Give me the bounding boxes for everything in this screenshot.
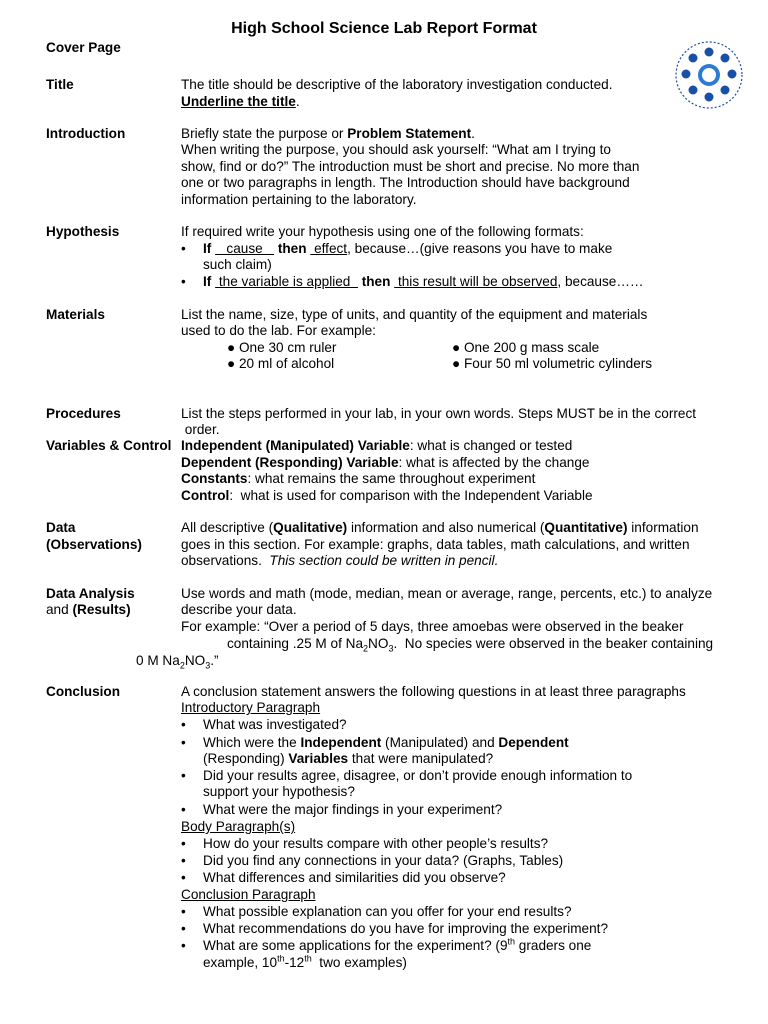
material-item: ● 20 ml of alcohol	[227, 356, 335, 371]
cover-page-label: Cover Page	[46, 40, 121, 55]
body-paragraph-heading: Body Paragraph(s)	[181, 819, 296, 834]
variable-row	[181, 438, 572, 455]
analysis-line-1: Use words and math (mode, median, mean or average, range, percents, etc.) to analyze	[181, 586, 713, 601]
data-text: information and also numerical (	[347, 520, 545, 535]
section-label-hypothesis: Hypothesis	[46, 224, 120, 239]
question-text: two examples)	[311, 955, 407, 970]
analysis-text: containing .25 M of Na	[227, 636, 364, 651]
variable-term: Constants	[181, 471, 248, 486]
intro-line-5: information pertaining to the laboratory.	[181, 192, 417, 207]
variable-row	[181, 471, 535, 488]
if-text: If	[203, 241, 212, 256]
question-text: that were manipulated?	[348, 751, 494, 766]
material-item: ● One 200 g mass scale	[452, 340, 600, 355]
cause-text: cause	[215, 241, 275, 256]
effect-text: effect	[310, 241, 348, 256]
data-text: observations.	[181, 553, 270, 568]
question-text: What possible explanation can you offer for your end results?	[203, 904, 572, 919]
variable-row	[181, 455, 589, 472]
intro-period: .	[471, 126, 475, 141]
title-period: .	[295, 94, 300, 109]
section-label-procedures: Procedures	[46, 406, 121, 421]
analysis-text: 0 M Na	[136, 653, 180, 668]
conclusion-question: • What recommendations do you have for improving the experiment?	[181, 921, 608, 936]
conclusion-question-cont	[203, 751, 493, 768]
section-label-conclusion: Conclusion	[46, 684, 121, 699]
result-observed-text: this result will be observed	[394, 274, 558, 289]
conclusion-question-cont: support your hypothesis?	[203, 784, 355, 799]
variable-term: Independent (Manipulated) Variable	[181, 438, 410, 453]
question-text: (Manipulated) and	[381, 735, 499, 750]
conclusion-question: • What was investigated?	[181, 717, 347, 732]
intro-line-3: show, find or do?” The introduction must be short and precise. No more than	[181, 159, 640, 174]
hypothesis-bullet-2: • If the variable is applied then this result will be observed, because……	[181, 274, 644, 289]
materials-line-1: List the name, size, type of units, and quantity of the equipment and materials	[181, 307, 648, 322]
procedures-line-2: order.	[181, 422, 220, 437]
analysis-text: NO	[184, 653, 206, 668]
intro-text: Briefly state the purpose or	[181, 126, 348, 141]
superscript: th	[277, 953, 285, 964]
materials-line-2: used to do the lab. For example:	[181, 323, 376, 338]
question-text: example, 10	[203, 955, 278, 970]
analysis-text: . No species were observed in the beaker containing	[393, 636, 714, 651]
variable-def: : what is affected by the change	[398, 455, 590, 470]
variable-applied-text: the variable is applied	[215, 274, 358, 289]
question-text: Did you find any connections in your data? (Graphs, Tables)	[203, 853, 564, 868]
variable-def: : what is used for comparison with the Independent Variable	[229, 488, 593, 503]
section-label-analysis: Data Analysis	[46, 586, 135, 601]
underline-title-text: Underline the title	[181, 94, 296, 109]
then-text: then	[361, 274, 391, 289]
subscript: 3	[205, 660, 211, 671]
title-desc-2	[181, 94, 300, 111]
question-text: What recommendations do you have for improving the experiment?	[203, 921, 608, 936]
question-text: What were the major findings in your experiment?	[203, 802, 503, 817]
data-line-2: goes in this section. For example: graphs, data tables, math calculations, and written	[181, 537, 690, 552]
subscript: 2	[179, 660, 185, 671]
variable-term: Dependent (Responding) Variable	[181, 455, 399, 470]
data-text: information	[627, 520, 699, 535]
data-line-3	[181, 553, 498, 570]
analysis-text: NO	[368, 636, 389, 651]
conclusion-question: • Did your results agree, disagree, or don’t provide enough information to	[181, 768, 633, 783]
variable-row	[181, 488, 593, 505]
question-text: What differences and similarities did you observe?	[203, 870, 506, 885]
section-label-materials: Materials	[46, 307, 105, 322]
question-text: (Responding)	[203, 751, 289, 766]
intro-line-1	[181, 126, 475, 143]
question-text: graders one	[515, 938, 592, 953]
variable-def: : what remains the same throughout experiment	[247, 471, 536, 486]
conclusion-question: • What are some applications for the experiment? (9th graders one	[181, 936, 592, 953]
pencil-note: This section could be written in pencil.	[269, 553, 499, 568]
conclusion-question: • Did you find any connections in your data? (Graphs, Tables)	[181, 853, 564, 868]
question-text: Which were the	[203, 735, 301, 750]
question-text: How do your results compare with other people’s results?	[203, 836, 549, 851]
hypothesis-bullet-1: • If cause then effect, because…(give reasons you have to make	[181, 241, 613, 256]
hypothesis-bullet-1-cont: such claim)	[203, 257, 272, 272]
variable-term: Control	[181, 488, 230, 503]
conclusion-line-1: A conclusion statement answers the following questions in at least three paragraphs	[181, 684, 686, 699]
data-line-1	[181, 520, 699, 537]
conclusion-question: • What possible explanation can you offer for your end results?	[181, 904, 572, 919]
conclusion-question: • What differences and similarities did you observe?	[181, 870, 506, 885]
because-text: , because…(give reasons you have to make	[347, 241, 613, 256]
question-text: What was investigated?	[203, 717, 347, 732]
section-label-observations: (Observations)	[46, 537, 142, 552]
material-item: ● One 30 cm ruler	[227, 340, 337, 355]
intro-paragraph-heading: Introductory Paragraph	[181, 700, 321, 715]
conclusion-question: • How do your results compare with other people’s results?	[181, 836, 549, 851]
results-text: (Results)	[72, 602, 131, 617]
subscript: 3	[388, 643, 394, 654]
if-text: If	[203, 274, 212, 289]
problem-statement-text: Problem Statement	[347, 126, 472, 141]
because-text: , because……	[557, 274, 644, 289]
title-desc: The title should be descriptive of the laboratory investigation conducted.	[181, 77, 613, 92]
school-logo	[674, 40, 744, 110]
section-label-data: Data	[46, 520, 76, 535]
independent-text: Independent	[300, 735, 382, 750]
analysis-line-2: describe your data.	[181, 602, 297, 617]
then-text: then	[277, 241, 307, 256]
dependent-text: Dependent	[498, 735, 569, 750]
hypothesis-line-1: If required write your hypothesis using one of the following formats:	[181, 224, 584, 239]
procedures-line-1: List the steps performed in your lab, in your own words. Steps MUST be in the correct	[181, 406, 697, 421]
quantitative-text: Quantitative)	[544, 520, 628, 535]
intro-line-4: one or two paragraphs in length. The Introduction should have background	[181, 175, 630, 190]
section-label-introduction: Introduction	[46, 126, 126, 141]
intro-line-2: When writing the purpose, you should ask yourself: “What am I trying to	[181, 142, 611, 157]
question-text: -12	[284, 955, 305, 970]
question-text: Did your results agree, disagree, or don’t provide enough information to	[203, 768, 633, 783]
variable-def: : what is changed or tested	[409, 438, 573, 453]
data-text: All descriptive (	[181, 520, 274, 535]
superscript: th	[304, 953, 312, 964]
question-text: What are some applications for the experiment? (9	[203, 938, 508, 953]
subscript: 2	[363, 643, 369, 654]
analysis-line-5	[136, 653, 219, 670]
section-label-variables: Variables & Control	[46, 438, 172, 453]
conclusion-question-cont	[203, 955, 407, 972]
variables-text: Variables	[288, 751, 349, 766]
section-label-title: Title	[46, 77, 74, 92]
page-title: High School Science Lab Report Format	[231, 20, 537, 37]
analysis-line-3: For example: “Over a period of 5 days, three amoebas were observed in the beaker	[181, 619, 684, 634]
analysis-line-4	[227, 636, 713, 653]
conclusion-question: • What were the major findings in your experiment?	[181, 802, 503, 817]
material-item: ● Four 50 ml volumetric cylinders	[452, 356, 653, 371]
superscript: th	[507, 936, 516, 947]
conclusion-question: • Which were the Independent (Manipulated) and Dependent	[181, 735, 569, 750]
and-text: and	[46, 602, 73, 617]
conclusion-paragraph-heading: Conclusion Paragraph	[181, 887, 316, 902]
qualitative-text: Qualitative)	[273, 520, 348, 535]
analysis-text: .”	[210, 653, 219, 668]
section-label-results	[46, 602, 131, 619]
